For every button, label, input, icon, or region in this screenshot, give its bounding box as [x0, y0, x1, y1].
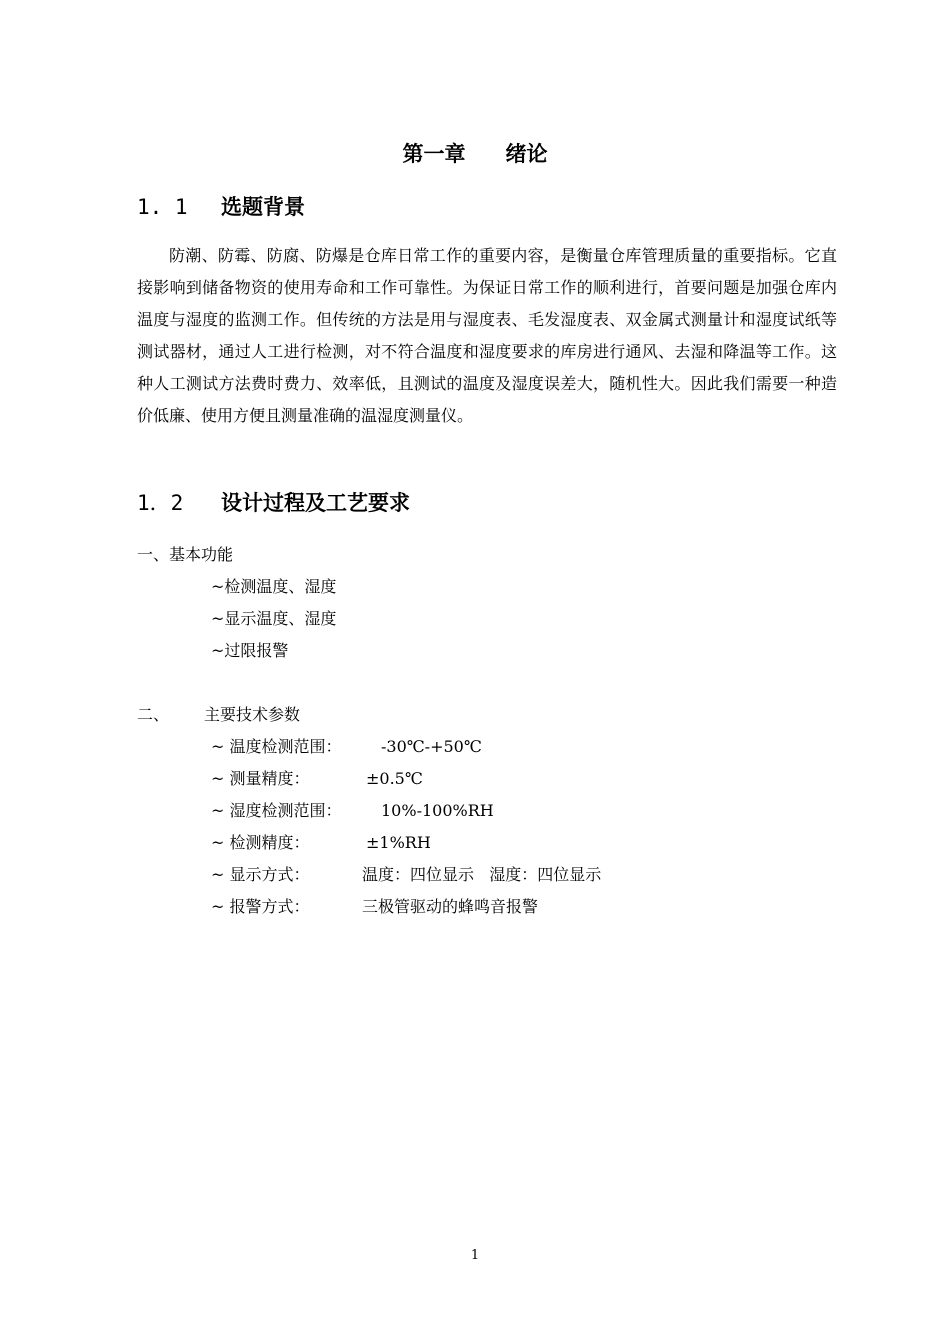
param-label: ~ 检测精度： — [211, 833, 310, 852]
chapter-title — [0, 138, 950, 168]
param-value: 温度：四位显示 湿度：四位显示 — [362, 865, 602, 884]
list-item: ~检测温度、湿度 — [211, 577, 337, 596]
param-value: ±1%RH — [366, 833, 431, 852]
chapter-label: 第一章 — [402, 141, 466, 166]
param-label: ~ 测量精度： — [211, 769, 310, 788]
param-label: ~ 报警方式： — [211, 897, 310, 916]
param-row — [211, 894, 538, 917]
chapter-name: 绪论 — [505, 141, 548, 166]
param-label: ~ 温度检测范围： — [211, 737, 342, 756]
tech-params-index: 二、 — [137, 705, 170, 724]
param-row — [211, 734, 482, 757]
page-number: 1 — [470, 1248, 480, 1263]
param-value: 10%-100%RH — [381, 801, 494, 820]
param-row — [211, 830, 431, 853]
list-item: ~显示温度、湿度 — [211, 609, 337, 628]
section-1-title: 选题背景 — [221, 194, 305, 219]
param-value: 三极管驱动的蜂鸣音报警 — [362, 897, 539, 916]
list-item: ~过限报警 — [211, 641, 289, 660]
param-label: ~ 湿度检测范围： — [211, 801, 342, 820]
section-1-paragraph: 防潮、防霉、防腐、防爆是仓库日常工作的重要内容，是衡量仓库管理质量的重要指标。它直接影响到储备物资的使用寿命和工作可靠性。为保证日常工作的顺利进行，首要问题是加强仓库内温度与湿度的监测工作。但传统的方法是用与湿度表、毛发湿度表、双金属式测量计和湿度试纸等测试器材，通过人工进行检测，对不符合温度和湿度要求的库房进行通风、去湿和降温等工作。这种人工测试方法费时费力、效率低，且测试的温度及湿度误差大，随机性大。因此我们需要一种造价低廉、使用方便且测量准确的温湿度测量仪。 — [137, 246, 837, 425]
basic-functions-heading: 一、基本功能 — [137, 545, 234, 564]
param-row — [211, 766, 423, 789]
param-value: -30℃-+50℃ — [381, 737, 482, 756]
param-label: ~ 显示方式： — [211, 865, 310, 884]
param-row — [211, 798, 494, 821]
section-1-heading — [137, 191, 305, 221]
tech-params-heading: 主要技术参数 — [204, 705, 301, 724]
param-row — [211, 862, 601, 885]
param-value: ±0.5℃ — [366, 769, 423, 788]
section-1-number: 1. 1 — [137, 195, 188, 219]
section-2-heading — [137, 487, 410, 517]
section-2-title: 设计过程及工艺要求 — [221, 490, 410, 515]
section-2-number: 1．2 — [137, 491, 184, 515]
